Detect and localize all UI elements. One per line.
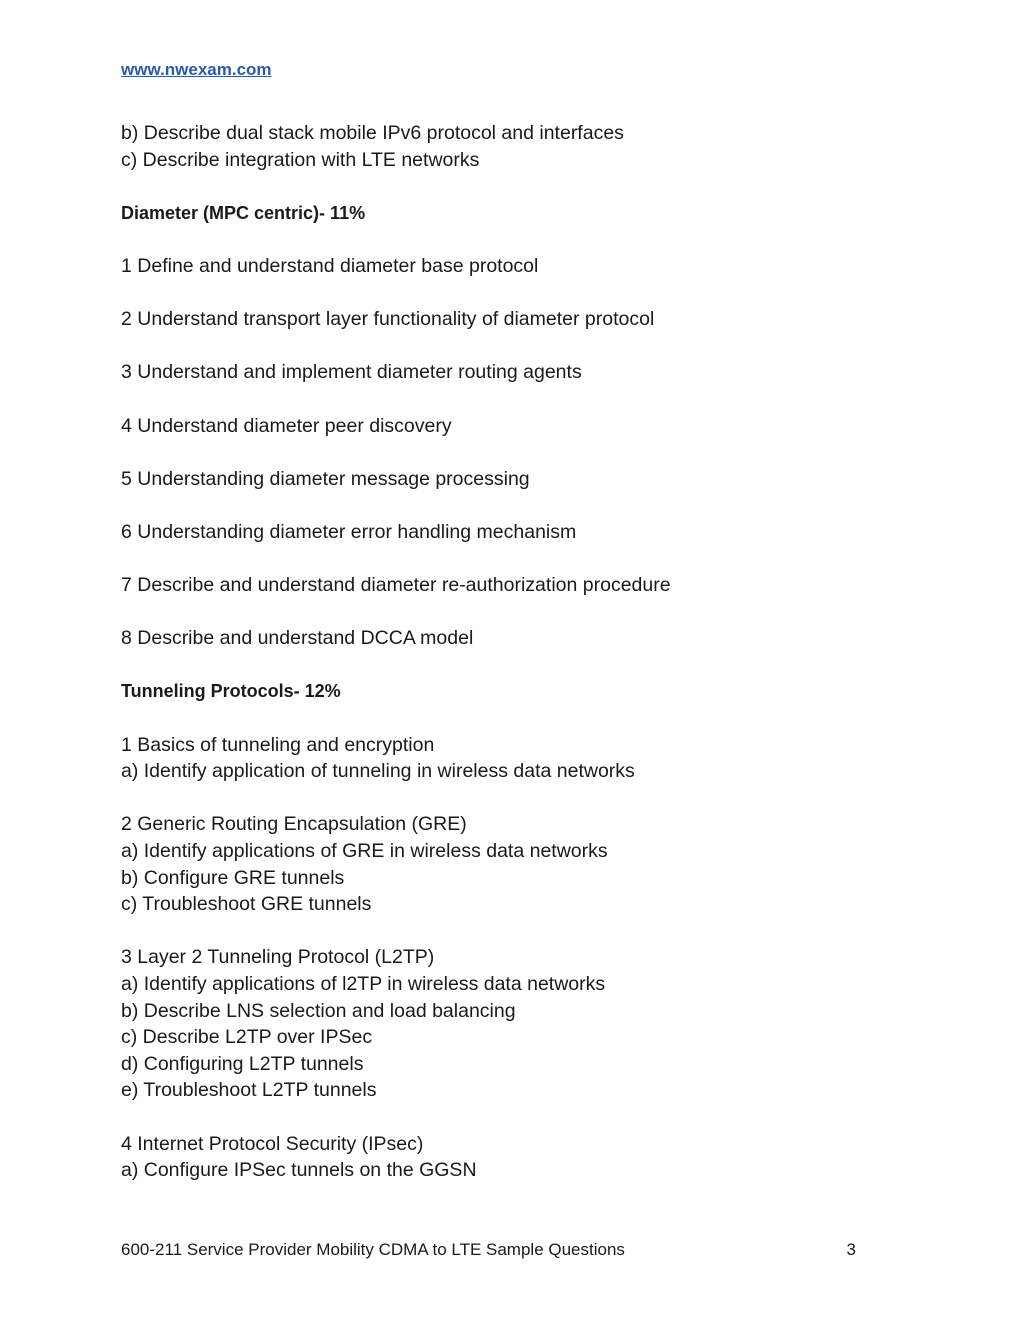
header-website-link[interactable]: www.nwexam.com: [121, 60, 272, 79]
spacer: [121, 785, 921, 812]
text-line: c) Describe integration with LTE networks: [121, 148, 480, 171]
page-number: 3: [846, 1240, 856, 1259]
list-item: a) Configure IPSec tunnels on the GGSN: [121, 1159, 477, 1182]
list-item: b) Configure GRE tunnels: [121, 866, 345, 889]
spacer: [121, 705, 921, 732]
list-item: 2 Understand transport layer functionality of diameter protocol: [121, 308, 655, 331]
list-item: e) Troubleshoot L2TP tunnels: [121, 1079, 377, 1102]
spacer: [121, 599, 921, 626]
list-item: 1 Basics of tunneling and encryption: [121, 733, 435, 756]
spacer: [121, 546, 921, 573]
list-item: d) Configuring L2TP tunnels: [121, 1052, 364, 1075]
list-item: a) Identify applications of l2TP in wireless data networks: [121, 973, 606, 995]
page-footer: [121, 1240, 856, 1260]
spacer: [121, 918, 921, 945]
text-line: b) Describe dual stack mobile IPv6 protocol and interfaces: [121, 122, 624, 144]
spacer: [121, 333, 921, 360]
spacer: [121, 1104, 921, 1131]
spacer: [121, 280, 921, 307]
section-heading-tunneling: Tunneling Protocols- 12%: [121, 681, 341, 702]
list-item: 1 Define and understand diameter base protocol: [121, 254, 539, 277]
list-item: 6 Understanding diameter error handling mechanism: [121, 520, 577, 543]
list-item: 2 Generic Routing Encapsulation (GRE): [121, 813, 467, 836]
list-item: 8 Describe and understand DCCA model: [121, 627, 474, 650]
list-item: 4 Understand diameter peer discovery: [121, 414, 452, 437]
list-item: 7 Describe and understand diameter re-authorization procedure: [121, 574, 671, 597]
spacer: [121, 386, 921, 413]
spacer: [121, 652, 921, 679]
list-item: 4 Internet Protocol Security (IPsec): [121, 1132, 424, 1155]
section-heading-diameter: Diameter (MPC centric)- 11%: [121, 202, 366, 223]
list-item: c) Describe L2TP over IPSec: [121, 1026, 373, 1049]
spacer: [121, 226, 921, 253]
list-item: b) Describe LNS selection and load balancing: [121, 999, 516, 1022]
list-item: 3 Understand and implement diameter routing agents: [121, 361, 582, 384]
list-item: a) Identify application of tunneling in wireless data networks: [121, 760, 635, 783]
list-item: a) Identify applications of GRE in wireless data networks: [121, 840, 608, 863]
spacer: [121, 492, 921, 519]
spacer: [121, 173, 921, 200]
footer-title: 600-211 Service Provider Mobility CDMA to LTE Sample Questions: [121, 1240, 625, 1259]
list-item: 5 Understanding diameter message processing: [121, 467, 530, 490]
list-item: c) Troubleshoot GRE tunnels: [121, 893, 372, 916]
list-item: 3 Layer 2 Tunneling Protocol (L2TP): [121, 946, 435, 969]
page-content: [121, 120, 921, 1184]
spacer: [121, 439, 921, 466]
